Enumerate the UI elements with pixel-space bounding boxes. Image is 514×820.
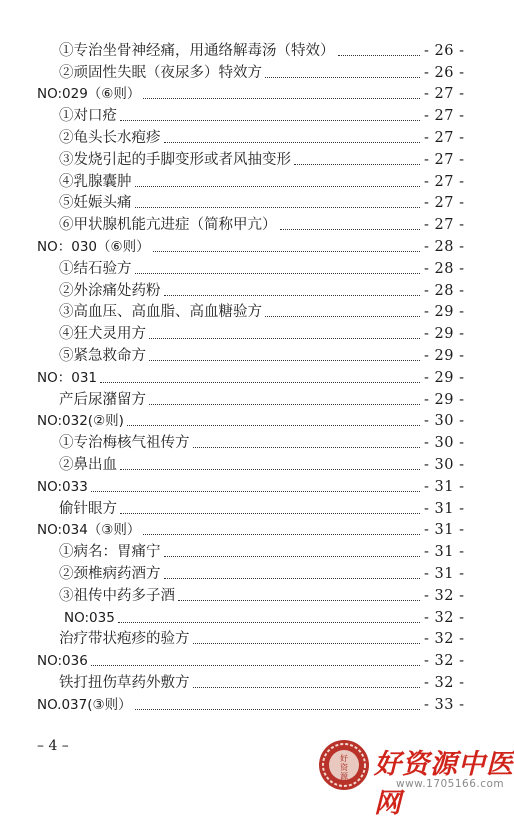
dot-leader xyxy=(265,77,420,78)
toc-entry-label: 产后尿潴留方 xyxy=(59,391,146,408)
toc-entry-label: NO:033 xyxy=(37,478,88,495)
toc-entry-page: - 30 - xyxy=(424,435,465,452)
site-logo xyxy=(318,739,370,791)
dot-leader xyxy=(149,338,420,339)
toc-entry-label: ②鼻出血 xyxy=(59,456,117,473)
page-number: – 4 – xyxy=(37,738,69,754)
toc-entry-page: - 32 - xyxy=(424,653,465,670)
toc-entry-page: - 32 - xyxy=(424,674,465,691)
dot-leader xyxy=(91,665,420,666)
toc-entry-label: ①专治梅核气祖传方 xyxy=(59,435,190,452)
dot-leader xyxy=(143,534,420,535)
toc-entry-page: - 27 - xyxy=(424,129,465,146)
site-url: www.1705166.com xyxy=(396,778,505,790)
toc-entry-label: NO:032(②则) xyxy=(37,413,124,430)
toc-entry-label: ③发烧引起的手脚变形或者风抽变形 xyxy=(59,151,291,168)
toc-entry[interactable] xyxy=(0,147,514,169)
dot-leader xyxy=(120,120,420,121)
toc-entry[interactable] xyxy=(0,60,514,82)
toc-entry-label: 铁打扭伤草药外敷方 xyxy=(59,674,190,691)
dot-leader xyxy=(118,622,420,623)
dot-leader xyxy=(120,469,420,470)
toc-entry[interactable] xyxy=(0,692,514,714)
dot-leader xyxy=(164,556,421,557)
toc-entry-label: NO：031 xyxy=(37,369,97,386)
toc-entry-page: - 28 - xyxy=(424,282,465,299)
toc-entry[interactable] xyxy=(0,365,514,387)
dot-leader xyxy=(338,55,421,56)
toc-entry-page: - 28 - xyxy=(424,238,465,255)
toc-entry-label: NO:034（③则） xyxy=(37,522,141,539)
toc-entry[interactable] xyxy=(0,321,514,343)
dot-leader xyxy=(135,273,421,274)
toc-entry-page: - 29 - xyxy=(424,304,465,321)
toc-entry[interactable] xyxy=(0,561,514,583)
dot-leader xyxy=(135,207,421,208)
dot-leader xyxy=(135,709,420,710)
dot-leader xyxy=(193,643,421,644)
dot-leader xyxy=(280,229,421,230)
toc-entry-page: - 29 - xyxy=(424,391,465,408)
toc-entry-page: - 30 - xyxy=(424,413,465,430)
toc-entry-page: - 28 - xyxy=(424,260,465,277)
svg-text:源: 源 xyxy=(340,772,348,781)
dot-leader xyxy=(100,382,420,383)
toc-entry[interactable] xyxy=(0,452,514,474)
toc-entry-page: - 32 - xyxy=(424,587,465,604)
toc-entry-label: ②颈椎病药酒方 xyxy=(59,565,161,582)
toc-entry-label: NO:029（⑥则） xyxy=(37,86,141,103)
dot-leader xyxy=(193,687,421,688)
toc-entry-label: ③高血压、高血脂、高血糖验方 xyxy=(59,304,262,321)
toc-entry-page: - 32 - xyxy=(424,631,465,648)
dot-leader xyxy=(143,98,420,99)
toc-entry-label: ⑥甲状腺机能亢进症（简称甲亢） xyxy=(59,217,277,234)
toc-entry-page: - 32 - xyxy=(424,609,465,626)
toc-entry-page: - 31 - xyxy=(424,478,465,495)
toc-entry-label: ⑤妊娠头痛 xyxy=(59,195,132,212)
toc-entry-page: - 26 - xyxy=(424,42,465,59)
toc-entry-page: - 26 - xyxy=(424,64,465,81)
toc-entry-label: ④狂犬灵用方 xyxy=(59,326,146,343)
toc-entry-page: - 31 - xyxy=(424,565,465,582)
toc-entry[interactable] xyxy=(0,474,514,496)
toc-entry[interactable] xyxy=(0,82,514,104)
svg-text:资: 资 xyxy=(340,763,348,772)
toc-entry-page: - 30 - xyxy=(424,456,465,473)
dot-leader xyxy=(294,164,420,165)
toc-entry[interactable] xyxy=(0,300,514,322)
toc-entry-label: ⑤紧急救命方 xyxy=(59,347,146,364)
toc-entry-label: NO：030（⑥则） xyxy=(37,238,150,255)
toc-entry[interactable] xyxy=(0,605,514,627)
dot-leader xyxy=(164,295,421,296)
toc-entry[interactable] xyxy=(0,409,514,431)
toc-entry-page: - 31 - xyxy=(424,522,465,539)
site-brand-name: 好资源中医网 xyxy=(374,749,514,819)
toc-entry-page: - 29 - xyxy=(424,347,465,364)
toc-entry[interactable] xyxy=(0,191,514,213)
toc-entry-label: ②顽固性失眠（夜尿多）特效方 xyxy=(59,64,262,81)
toc-entry[interactable] xyxy=(0,343,514,365)
toc-entry[interactable] xyxy=(0,648,514,670)
dot-leader xyxy=(127,425,420,426)
toc-entry-page: - 27 - xyxy=(424,173,465,190)
toc-entry-page: - 27 - xyxy=(424,108,465,125)
toc-entry[interactable] xyxy=(0,234,514,256)
toc-entry-page: - 31 - xyxy=(424,544,465,561)
dot-leader xyxy=(135,186,421,187)
toc-entry[interactable] xyxy=(0,539,514,561)
dot-leader xyxy=(164,578,421,579)
toc-entry-label: 治疗带状疱疹的验方 xyxy=(59,631,190,648)
toc-entry-label: ①对口疮 xyxy=(59,108,117,125)
dot-leader xyxy=(153,251,420,252)
toc-entry-label: NO.037(③则） xyxy=(37,696,132,713)
dot-leader xyxy=(149,360,420,361)
toc-entry-label: NO:035 xyxy=(64,609,115,626)
toc-entry-label: ①结石验方 xyxy=(59,260,132,277)
toc-entry-label: ④乳腺囊肿 xyxy=(59,173,132,190)
toc-entry[interactable] xyxy=(0,387,514,409)
svg-text:好: 好 xyxy=(340,754,348,763)
toc-entry[interactable] xyxy=(0,212,514,234)
toc-entry[interactable] xyxy=(0,496,514,518)
toc-entry-label: NO:036 xyxy=(37,653,88,670)
toc-entry[interactable] xyxy=(0,627,514,649)
toc-entry[interactable] xyxy=(0,278,514,300)
toc-entry[interactable] xyxy=(0,103,514,125)
dot-leader xyxy=(120,513,420,514)
toc-entry[interactable] xyxy=(0,256,514,278)
toc-entry-label: ③祖传中药多子酒 xyxy=(59,587,175,604)
dot-leader xyxy=(91,491,420,492)
toc-entry-page: - 33 - xyxy=(424,696,465,713)
dot-leader xyxy=(178,600,420,601)
toc-entry-page: - 27 - xyxy=(424,217,465,234)
toc-entry-label: 偷针眼方 xyxy=(59,500,117,517)
toc-entry-page: - 27 - xyxy=(424,151,465,168)
toc-entry[interactable] xyxy=(0,430,514,452)
toc-entry[interactable] xyxy=(0,583,514,605)
toc-entry-page: - 31 - xyxy=(424,500,465,517)
toc-entry[interactable] xyxy=(0,125,514,147)
toc-entry-label: ①专治坐骨神经痛，用通络解毒汤（特效） xyxy=(59,42,335,59)
toc-entry[interactable] xyxy=(0,38,514,60)
dot-leader xyxy=(149,404,420,405)
dot-leader xyxy=(265,316,420,317)
toc-entry[interactable] xyxy=(0,670,514,692)
toc-entry-page: - 27 - xyxy=(424,86,465,103)
table-of-contents xyxy=(0,38,514,714)
toc-entry-label: ①病名：胃痛宁 xyxy=(59,544,161,561)
toc-entry[interactable] xyxy=(0,169,514,191)
toc-entry-page: - 27 - xyxy=(424,195,465,212)
toc-entry-page: - 29 - xyxy=(424,369,465,386)
toc-entry-label: ②龟头长水疱疹 xyxy=(59,129,161,146)
dot-leader xyxy=(164,142,421,143)
dot-leader xyxy=(193,447,421,448)
toc-entry-label: ②外涂痛处药粉 xyxy=(59,282,161,299)
toc-entry-page: - 29 - xyxy=(424,326,465,343)
toc-entry[interactable] xyxy=(0,518,514,540)
